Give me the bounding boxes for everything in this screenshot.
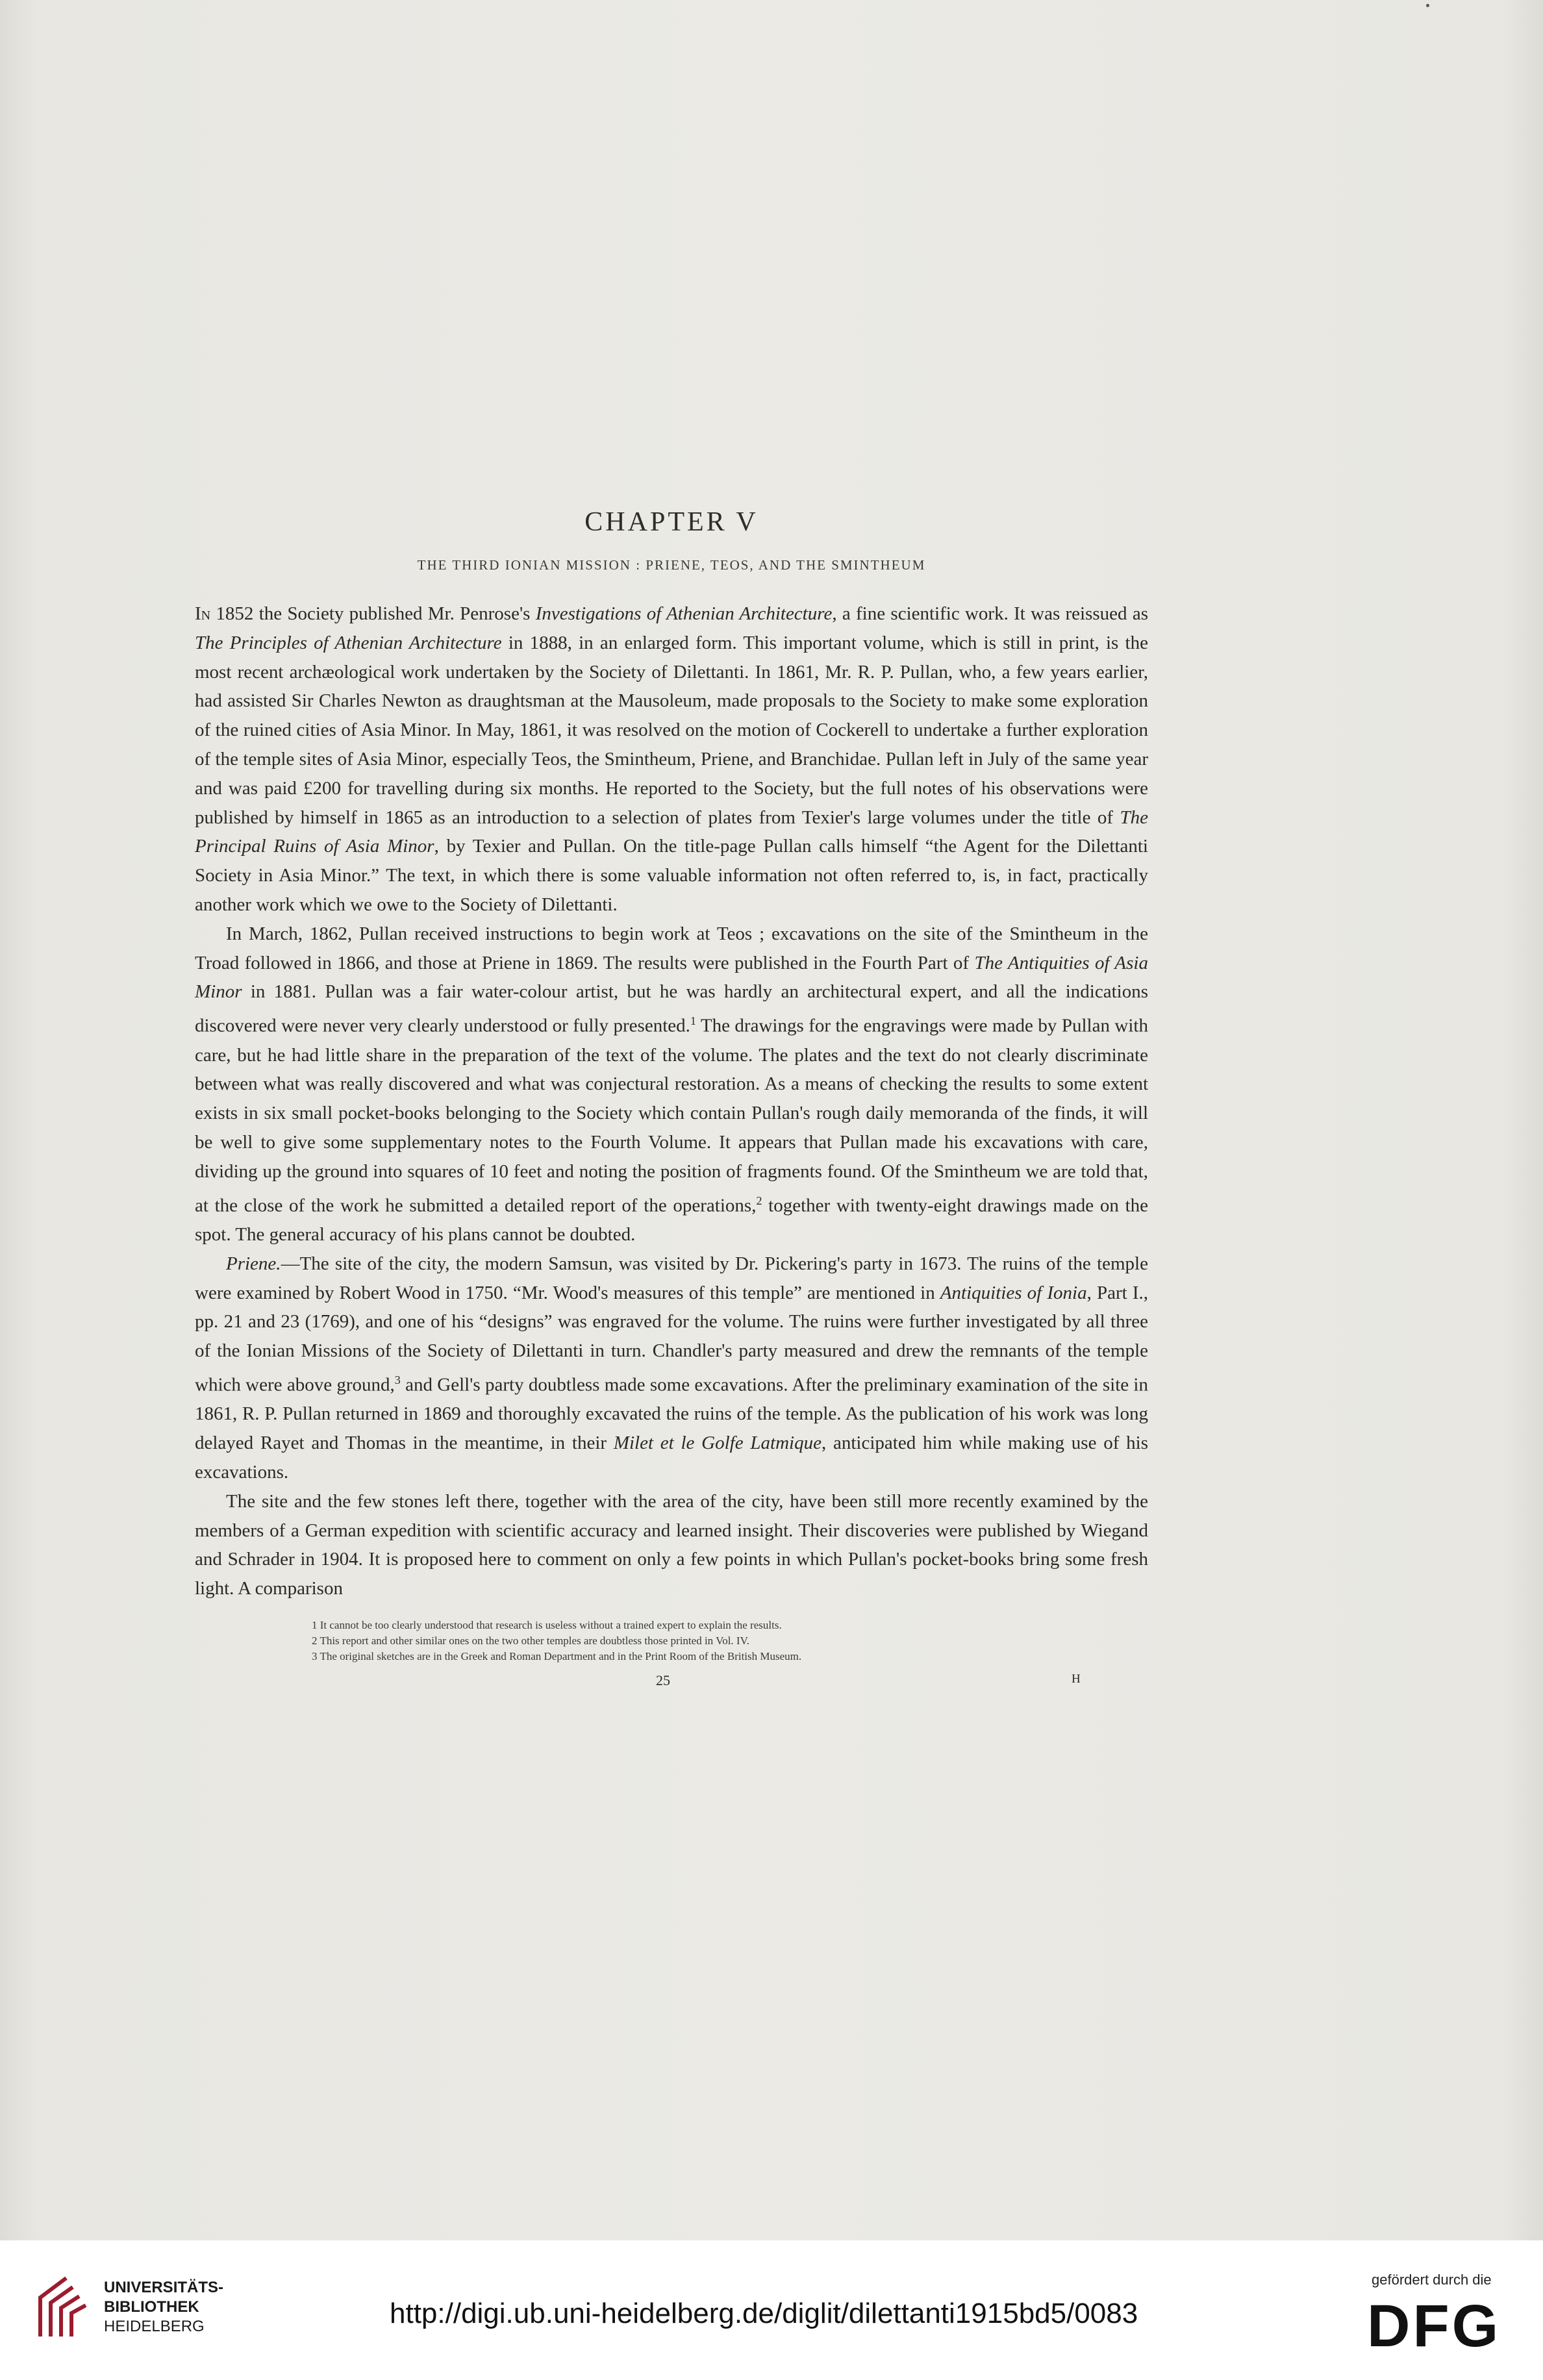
footnotes: [195, 1618, 1148, 1664]
funder-label: gefördert durch die: [1372, 2272, 1492, 2288]
body-text: [195, 599, 1148, 1603]
italic-title: Priene.: [226, 1253, 281, 1274]
text-run: together with twenty-eight drawings made on the spot. The general accuracy of his plans cannot be doubted.: [195, 1195, 1148, 1246]
text-run: The drawings for the engravings were made by Pullan with care, but he had little share in the preparation of the text of the volume. The plates and the text do not clearly discriminate between what was really discovered and what was conjectural restoration. As a means of checking the results to some extent exists in six small pocket-books belonging to the Society which contain Pullan's rough daily memoranda of the finds, it will be well to give some supplementary notes to the Fourth Volume. It appears that Pullan made his excavations with care, dividing up the ground into squares of 10 feet and noting the position of fragments found. Of the Smintheum we are told that, at the close of the work he submitted a detailed report of the operations,: [195, 1015, 1148, 1216]
scan-speck: [1426, 4, 1429, 7]
page-content: [195, 507, 1148, 1692]
footnote-1: 1 It cannot be too clearly understood that research is useless without a trained expert to explain the results.: [312, 1619, 782, 1632]
text-run: , Part I., pp. 21 and 23 (1769), and one of his “designs” was engraved for the volume. The ruins were further investigated by all three of the Ionian Missions of the Society of Dilettanti in turn. Chandler's party measured and drew the remnants of the temple which were above ground,: [195, 1282, 1148, 1396]
text-run: 1852 the Society published Mr. Penrose's: [210, 603, 536, 624]
text-run: , by Texier and Pullan. On the title-page Pullan calls himself “the Agent for the Dilettanti Society in Asia Minor.” The text, in which there is some valuable information not often referred to, is, in fact, practically another work which we owe to the Society of Dilettanti.: [195, 836, 1148, 915]
signature-mark: H: [1072, 1672, 1081, 1686]
footnote-ref: 3: [394, 1373, 401, 1387]
library-line-3: HEIDELBERG: [104, 2318, 205, 2335]
paragraph-2: [195, 920, 1148, 1249]
chapter-subtitle: THE THIRD IONIAN MISSION : PRIENE, TEOS, AND THE SMINTHEUM: [417, 557, 926, 573]
italic-title: The Principles of Athenian Architecture: [195, 632, 502, 653]
italic-title: The Principal Ruins of Asia Minor: [195, 807, 1148, 857]
paragraph-4: [195, 1487, 1148, 1603]
text-run: —The site of the city, the modern Samsun, was visited by Dr. Pickering's party in 1673. The ruins of the temple were examined by Robert Wood in 1750. “Mr. Wood's measures of this temple” are mentioned in: [195, 1253, 1148, 1303]
footnote-2: 2 This report and other similar ones on the two other temples are doubtless those printed in Vol. IV.: [312, 1635, 749, 1647]
source-url-link[interactable]: http://digi.ub.uni-heidelberg.de/diglit/dilettanti1915bd5/0083: [390, 2298, 1138, 2329]
dfg-logo: DFG: [1367, 2293, 1501, 2359]
library-line-2: BIBLIOTHEK: [104, 2298, 199, 2316]
text-run: , anticipated him while making use of his excavations.: [195, 1433, 1149, 1483]
digitization-footer: [0, 2240, 1543, 2380]
paragraph-lead: In: [195, 603, 211, 624]
text-run: in 1888, in an enlarged form. This important volume, which is still in print, is the most recent archæological work undertaken by the Society of Dilettanti. In 1861, Mr. R. P. Pullan, who, a few years earlier, had assisted Sir Charles Newton as draughtsman at the Mausoleum, made proposals to the Society to make some exploration of the ruined cities of Asia Minor. In May, 1861, it was resolved on the motion of Cockerell to undertake a further exploration of the temple sites of Asia Minor, especially Teos, the Smintheum, Priene, and Branchidae. Pullan left in July of the same year and was paid £200 for travelling during six months. He reported to the Society, but the full notes of his observations were published by himself in 1865 as an introduction to a selection of plates from Texier's large volumes under the title of: [195, 632, 1148, 828]
text-run: in 1881. Pullan was a fair water-colour artist, but he was hardly an architectural expert, and all the indications discovered were never very clearly understood or fully presented.: [195, 981, 1148, 1036]
italic-title: Investigations of Athenian Architecture: [535, 603, 833, 624]
text-run: In March, 1862, Pullan received instructions to begin work at Teos ; excavations on the site of the Smintheum in the Troad followed in 1866, and those at Priene in 1869. The results were published in the Fourth Part of: [195, 923, 1148, 973]
page-foot: [195, 1672, 1148, 1692]
footnote-ref: 1: [690, 1014, 696, 1028]
library-logo-icon: [34, 2272, 96, 2344]
paragraph-1: [195, 599, 1148, 920]
text-run: and Gell's party doubtless made some excavations. After the preliminary examination of the site in 1861, R. P. Pullan returned in 1869 and thoroughly excavated the ruins of the temple. As the publication of his work was long delayed Rayet and Thomas in the meantime, in their: [195, 1374, 1148, 1454]
italic-title: The Antiquities of Asia Minor: [195, 952, 1148, 1003]
library-line-1: UNIVERSITÄTS-: [104, 2279, 224, 2296]
italic-title: Milet et le Golfe Latmique: [613, 1433, 822, 1454]
italic-title: Antiquities of Ionia: [940, 1282, 1087, 1303]
chapter-title: CHAPTER V: [584, 507, 759, 537]
footnote-3: 3 The original sketches are in the Greek and Roman Department and in the Print Room of the British Museum.: [312, 1650, 802, 1663]
text-run: , a fine scientific work. It was reissued as: [832, 603, 1148, 624]
page-number: 25: [656, 1672, 670, 1689]
text-run: The site and the few stones left there, together with the area of the city, have been still more recently examined by the members of a German expedition with scientific accuracy and learned insight. Their discoveries were published by Wiegand and Schrader in 1904. It is proposed here to comment on only a few points in which Pullan's pocket-books bring some fresh light. A comparison: [195, 1490, 1148, 1599]
paragraph-3: [195, 1249, 1148, 1487]
library-name: [104, 2278, 223, 2336]
footnote-ref: 2: [756, 1194, 762, 1207]
